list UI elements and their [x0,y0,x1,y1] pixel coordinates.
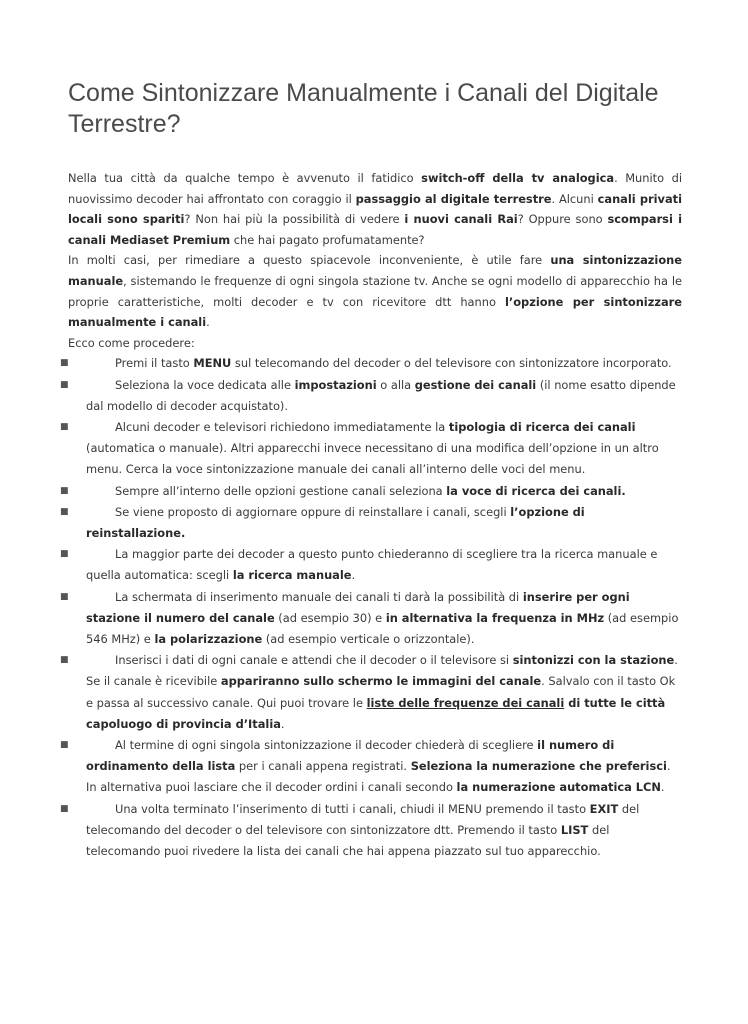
bullet-icon: ■ [60,655,69,666]
text-run: . Munito di nuovissimo decoder hai affrontato con coraggio il [68,171,683,206]
text-run: (ad esempio 30) e [274,610,386,625]
bullet-icon: ■ [60,591,69,602]
text-run: Una volta terminato l’inserimento di tutti i canali, chiudi il MENU premendo il tasto [115,801,590,816]
text-run: . Se il canale è ricevibile [86,653,678,689]
bold-text: gestione dei canali [414,377,537,392]
bold-text: la ricerca manuale [232,568,352,583]
text-run: sul telecomando del decoder o del televisore con sintonizzatore incorporato. [231,356,672,371]
step-item [60,544,682,586]
bold-text: la numerazione automatica LCN [456,780,661,795]
step-item [60,417,682,481]
bold-text: impostazioni [294,377,377,392]
text-run: ? Oppure sono [517,212,608,227]
intro-paragraph [68,168,682,250]
bold-text: EXIT [589,801,619,816]
text-run: Seleziona la voce dedicata alle [115,377,295,392]
bold-text: tipologia di ricerca dei canali [448,419,636,434]
text-run: o alla [376,377,415,392]
bullet-icon: ■ [60,485,69,496]
bold-text: MENU [193,356,232,371]
bold-text: il numero di ordinamento della lista [86,738,615,774]
bold-text: inserire per ogni stazione il numero del canale [86,589,630,625]
text-run: (ad esempio 546 MHz) e [86,610,679,646]
bold-text: appariranno sullo schermo le immagini del canale [220,674,542,689]
bold-text: LIST [560,822,589,837]
text-run: Premi il tasto [115,356,194,371]
step-item [60,502,682,544]
bold-text: l’opzione per sintonizzare manualmente i canali [68,294,683,330]
bold-text: la polarizzazione [154,631,263,646]
bullet-icon: ■ [60,358,69,369]
intro-paragraph [68,250,682,332]
step-item [60,587,682,651]
step-item [60,735,682,799]
page-title: Come Sintonizzare Manualmente i Canali del Digitale Terrestre? [68,79,659,138]
text-run: La maggior parte dei decoder a questo punto chiederanno di scegliere tra la ricerca manuale e quella automatica: scegli [86,547,658,583]
bold-text: passaggio al digitale terrestre [355,191,552,206]
frequency-list-link[interactable]: liste delle frequenze dei canali [366,695,565,710]
bullet-icon: ■ [60,803,69,814]
text-run: Alcuni decoder e televisori richiedono immediatamente la [115,419,449,434]
bold-text: scomparsi i canali Mediaset Premium [68,212,682,247]
text-run: del telecomando puoi rivedere la lista dei canali che hai appena piazzato sul tuo apparecchio. [86,822,610,859]
bullet-icon: ■ [60,740,69,750]
step-item [60,353,682,374]
text-run: . [351,568,356,583]
bold-text: la voce di ricerca dei canali. [446,483,626,498]
bold-text: canali privati locali sono spariti [68,191,682,227]
text-run: Ecco come procedere: [68,335,195,350]
document-page [60,78,683,862]
text-run: per i canali appena registrati. [235,759,411,774]
step-item [60,650,682,735]
text-run: . In alternativa puoi lasciare che il decoder ordini i canali secondo [86,759,671,795]
text-run: Se viene proposto di aggiornare oppure di reinstallare i canali, scegli [115,504,511,519]
text-run: ? Non hai più la possibilità di vedere [184,212,405,227]
text-run: Al termine di ogni singola sintonizzazione il decoder chiederà di scegliere [115,738,538,752]
text-run: Nella tua città da qualche tempo è avvenuto il fatidico [68,171,422,185]
text-run: Inserisci i dati di ogni canale e attendi che il decoder o il televisore si [115,653,513,668]
text-run: , sistemando le frequenze di ogni singola stazione tv. Anche se ogni modello di apparecchio ha le proprie caratteristiche, molti decoder e tv con ricevitore dtt hanno [68,273,682,309]
steps-list [60,353,682,862]
text-run: La schermata di inserimento manuale dei canali ti darà la possibilità di [115,589,523,604]
step-item [60,481,682,502]
bullet-icon: ■ [60,421,69,432]
text-run: del telecomando del decoder o del televisore con sintonizzatore dtt. Premendo il tasto [86,801,640,837]
text-run: . [206,315,210,330]
text-run: (automatica o manuale). Altri apparecchi invece necessitano di una modifica dell’opzione in un altro menu. Cerca la voce sintonizzazione manuale dei canali all’interno delle voci del menu. [86,441,659,477]
bold-text: l’opzione di reinstallazione. [86,504,585,540]
text-run: . Salvalo con il tasto Ok e passa al successivo canale. Qui puoi trovare le [86,674,676,710]
bold-text: sintonizzi con la stazione [512,653,675,668]
bullet-icon: ■ [60,379,69,390]
bold-text: Seleziona la numerazione che preferisci [410,759,667,774]
bold-text: switch-off della tv analogica [421,171,615,185]
intro-paragraph [68,333,682,354]
intro-section [68,168,682,353]
bold-text: i nuovi canali Rai [404,212,518,227]
bullet-icon: ■ [60,549,69,560]
bold-text: in alternativa la frequenza in MHz [385,610,605,625]
step-item [60,799,682,863]
bold-text: di tutte le città capoluogo di provincia d’Italia [86,695,666,731]
text-run: . [660,780,665,795]
step-item [60,375,682,417]
text-run: (ad esempio verticale o orizzontale). [262,631,475,646]
bold-text: una sintonizzazione manuale [68,253,682,288]
text-run: che hai pagato profumatamente? [230,232,425,247]
text-run: . Alcuni [551,191,598,206]
text-run: (il nome esatto dipende dal modello di decoder acquistato). [86,377,676,413]
text-run: . [280,716,285,731]
bullet-icon: ■ [60,506,69,517]
text-run: In molti casi, per rimediare a questo spiacevole inconveniente, è utile fare [68,253,551,268]
text-run: Sempre all’interno delle opzioni gestione canali seleziona [115,483,447,498]
